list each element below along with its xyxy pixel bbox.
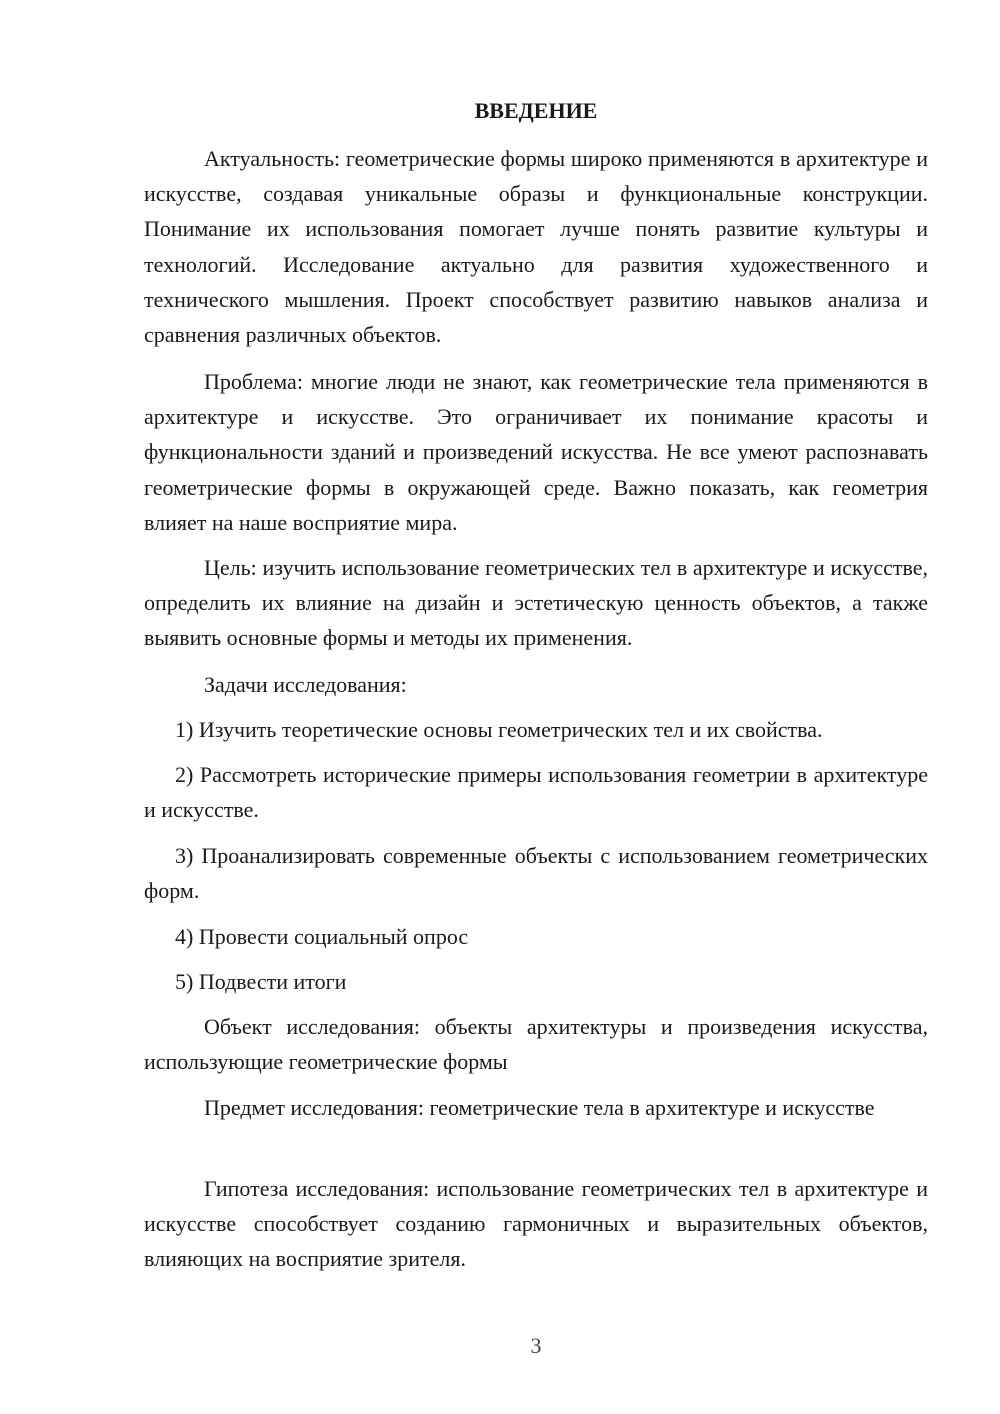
task-list-item-3 [144, 838, 928, 908]
page-title: ВВЕДЕНИЕ [474, 98, 598, 123]
task-list-item-2 [144, 757, 928, 827]
page-number: 3 [530, 1333, 542, 1358]
list-item: 2) Рассмотреть исторические примеры использования геометрии в архитектуре и искусстве. [144, 762, 928, 823]
paragraph-problem: Проблема: многие люди не знают, как геометрические тела применяются в архитектуре и искусстве. Это ограничивает их понимание красоты и функциональности зданий и произведений искусства. Не все умеют распознавать геометрические формы в окружающей среде. Важно показать, как геометрия влияет на наше восприятие мира. [144, 369, 928, 535]
list-item: 5) Подвести итоги [175, 969, 347, 994]
list-item: 1) Изучить теоретические основы геометрических тел и их свойства. [175, 717, 823, 742]
body-text-goal [144, 550, 928, 656]
task-list-item-5 [144, 964, 928, 999]
body-text-tasks-heading [144, 667, 928, 702]
paragraph-subject: Предмет исследования: геометрические тела в архитектуре и искусстве [204, 1095, 875, 1120]
tasks-heading: Задачи исследования: [204, 672, 407, 697]
list-item: 3) Проанализировать современные объекты с использованием геометрических форм. [144, 843, 928, 904]
task-list-item-4 [144, 919, 928, 954]
paragraph-object: Объект исследования: объекты архитектуры и произведения искусства, использующие геометрические формы [144, 1014, 928, 1075]
body-text-object [144, 1009, 928, 1079]
body-text-hypothesis [144, 1171, 928, 1277]
paragraph-relevance: Актуальность: геометрические формы широко применяются в архитектуре и искусстве, создавая уникальные образы и функциональные конструкции. Понимание их использования помогает лучше понять развитие культуры и технологий. Исследование актуально для развития художественного и технического мышления. Проект способствует развитию навыков анализа и сравнения различных объектов. [144, 146, 928, 348]
task-list-item-1 [144, 712, 928, 747]
list-item: 4) Провести социальный опрос [175, 924, 469, 949]
paragraph-hypothesis: Гипотеза исследования: использование геометрических тел в архитектуре и искусстве способствует созданию гармоничных и выразительных объектов, влияющих на восприятие зрителя. [144, 1176, 928, 1272]
paragraph-goal: Цель: изучить использование геометрических тел в архитектуре и искусстве, определить их влияние на дизайн и эстетическую ценность объектов, а также выявить основные формы и методы их применения. [144, 555, 928, 651]
body-text [144, 141, 928, 352]
body-text-problem [144, 364, 928, 540]
body-text-subject [144, 1090, 928, 1125]
